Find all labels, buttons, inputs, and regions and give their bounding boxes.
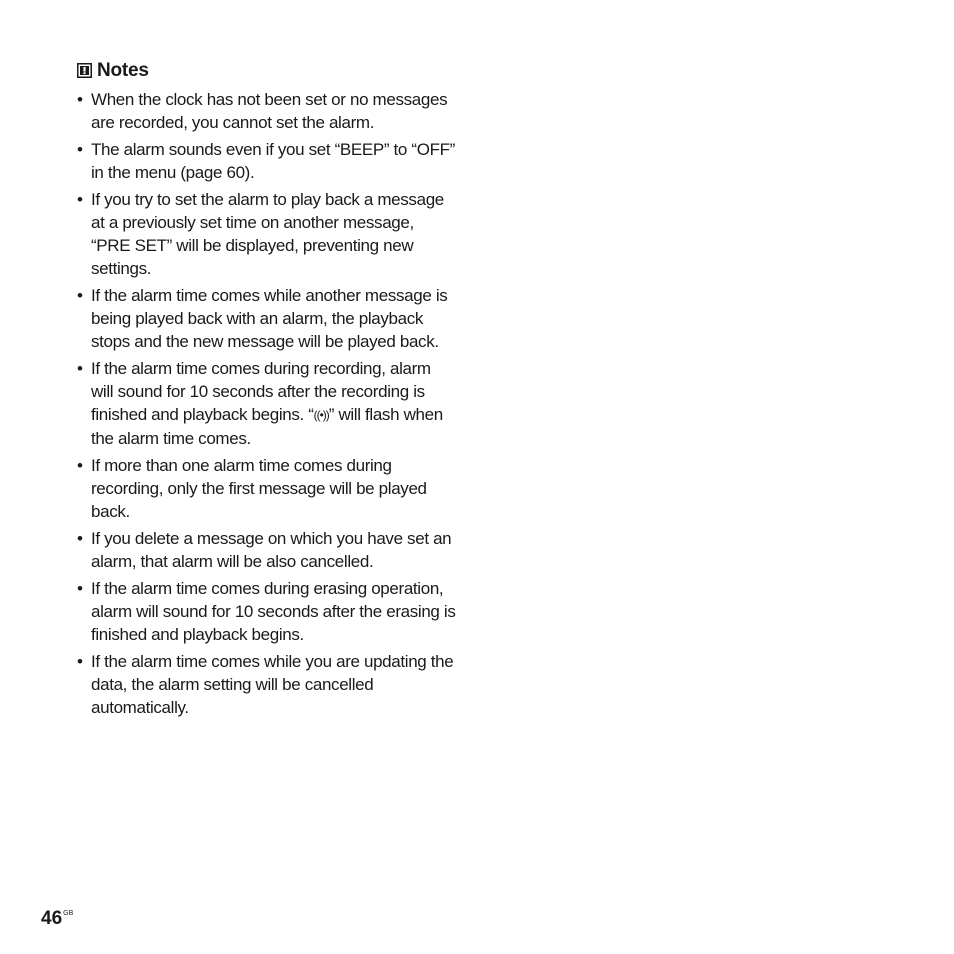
bullet-icon: • [77, 456, 83, 475]
note-item [77, 650, 457, 719]
bullet-icon: • [77, 529, 83, 548]
note-item [77, 577, 457, 646]
bullet-icon: • [77, 652, 83, 671]
note-item [77, 357, 457, 450]
note-text-before-symbol: If the alarm time comes during recording, alarm will sound for 10 seconds after the recording is finished and playback begins. “ [91, 359, 431, 424]
bullet-icon: • [77, 90, 83, 109]
bullet-icon: • [77, 140, 83, 159]
page-number-value: 46 [41, 908, 63, 929]
note-text: If you delete a message on which you have set an alarm, that alarm will be also cancelled. [91, 529, 452, 571]
page-number-suffix: GB [63, 910, 74, 917]
bullet-icon: • [77, 190, 83, 209]
note-item [77, 527, 457, 573]
notes-list [77, 88, 457, 719]
bullet-icon: • [77, 286, 83, 305]
note-text: If the alarm time comes during erasing operation, alarm will sound for 10 seconds after the erasing is finished and playback begins. [91, 579, 456, 644]
note-text: If the alarm time comes while another message is being played back with an alarm, the playback stops and the new message will be played back. [91, 286, 448, 351]
note-item [77, 88, 457, 134]
note-item [77, 454, 457, 523]
note-text-after-symbol: ” will flash when the alarm time comes. [91, 405, 443, 448]
note-text: If the alarm time comes while you are updating the data, the alarm setting will be cancelled automatically. [91, 652, 454, 717]
notes-section [77, 58, 457, 723]
notes-title: Notes [97, 60, 149, 81]
page-number [41, 908, 73, 930]
note-item [77, 284, 457, 353]
note-text: When the clock has not been set or no messages are recorded, you cannot set the alarm. [91, 90, 448, 132]
alarm-indicator-icon: ((•)) [313, 408, 329, 422]
notes-warning-icon [77, 63, 92, 78]
note-item [77, 188, 457, 280]
bullet-icon: • [77, 359, 83, 378]
notes-heading [77, 58, 457, 84]
note-text: If you try to set the alarm to play back a message at a previously set time on another message, “PRE SET” will be displayed, preventing new settings. [91, 190, 444, 278]
note-item [77, 138, 457, 184]
note-text: If more than one alarm time comes during recording, only the first message will be played back. [91, 456, 427, 521]
note-text: The alarm sounds even if you set “BEEP” to “OFF” in the menu (page 60). [91, 140, 455, 182]
bullet-icon: • [77, 579, 83, 598]
